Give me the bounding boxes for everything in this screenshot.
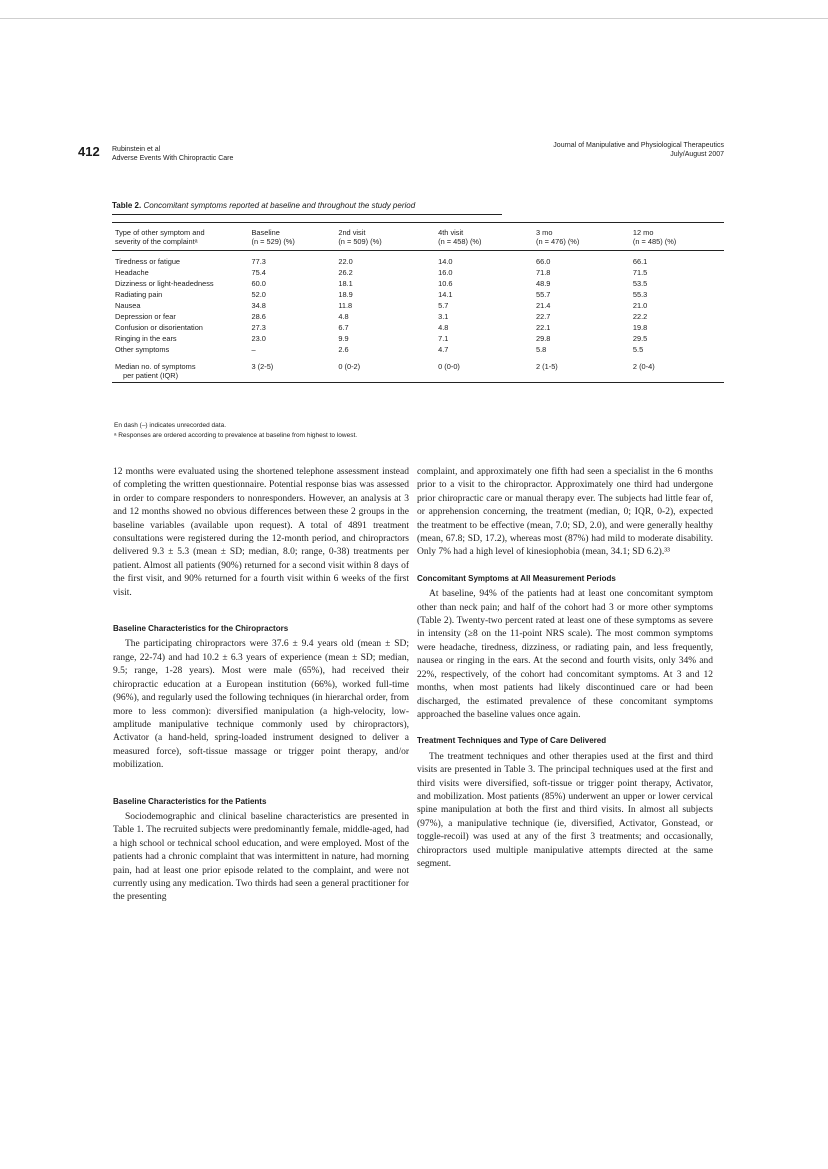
table-cell: 4.7 (438, 345, 449, 354)
table-cell: 7.1 (438, 334, 449, 343)
paragraph: The treatment techniques and other therapies used at the first and third visits are presented in Table 3. The principal techniques used at the first and third visits were diversified, soft-tissue or trigger point therapy, Activator, and mobilization. Most patients (85%) underwent an upper or lower cervical spine manipulation at both the first and third visits. In almost all subjects (97%), a manipulative technique (ie, diversified, Activator, Gonstead, or toggle-recoil) was used at any of the first 3 treatments; and occasionally, chiropractors used multiple manipulative attempts directed at the same segment. (417, 751, 713, 869)
table-cell: 4.8 (338, 312, 349, 321)
table-row (112, 323, 724, 334)
paragraph: Sociodemographic and clinical baseline characteristics are presented in Table 1. The recruited subjects were predominantly female, middle-aged, had a high school or technical school education, and were employed. Most of the patients had a chronic complaint that was intermittent in nature, had morning pain, had at least one prior episode related to the complaint, and were not currently using any medication. Two thirds had seen a general practitioner for the presenting (113, 811, 409, 903)
table-cell: 0 (0-0) (435, 362, 533, 383)
table-cell: 5.5 (632, 345, 644, 354)
table-header-row (112, 223, 724, 251)
table-cell: 18.9 (338, 290, 353, 299)
symptom-label: Tiredness or fatigue (115, 257, 181, 266)
right-text-column (417, 466, 713, 871)
table-row (112, 334, 724, 345)
table-row (112, 345, 724, 356)
table-cell: 3.1 (438, 312, 449, 321)
table-cell: 55.3 (632, 290, 648, 299)
table-cell: 29.5 (632, 334, 648, 343)
header-journal: Journal of Manipulative and Physiological Therapeutics (553, 142, 724, 149)
left-text-column (113, 466, 409, 905)
table-cell: 14.1 (438, 290, 453, 299)
table-cell: 16.0 (438, 268, 453, 277)
table-cell: 22.2 (632, 312, 648, 321)
table-cell: 4.8 (438, 323, 449, 332)
table-cell: 22.1 (536, 323, 551, 332)
section-heading: Treatment Techniques and Type of Care Delivered (417, 736, 607, 746)
table-cell: 75.4 (251, 268, 266, 277)
running-header-left (112, 146, 233, 163)
table-cell: 29.8 (536, 334, 551, 343)
table-cell: 5.7 (438, 301, 449, 310)
caption-rule (112, 214, 502, 215)
table-footnote-order: ᵃ Responses are ordered according to prevalence at baseline from highest to lowest. (114, 432, 358, 439)
table-cell: 3 (2-5) (249, 362, 336, 383)
table-cell: 2.6 (338, 345, 349, 354)
table-row (112, 279, 724, 290)
table-cell: 18.1 (338, 279, 353, 288)
table-row (112, 268, 724, 279)
symptom-label: Dizziness or light-headedness (115, 279, 214, 288)
table-cell: 28.6 (251, 312, 266, 321)
symptoms-table (112, 222, 724, 383)
paragraph: complaint, and approximately one fifth had seen a specialist in the 6 months prior to a visit to the chiropractor. Approximately one third had undergone prior chiropractic care or manual therapy ever. The subjects had little fear of, or apprehension concerning, the treatment (median, 0; IQR, 0-2), expected the treatment to be effective (mean, 7.0; SD, 2.0), and were generally healthy (mean, 67.8; SD, 17.2), whereas most (87%) had mild to moderate disability. Only 7% had a high level of kinesiophobia (mean, 34.1; SD 6.2).³³ (417, 467, 713, 558)
paragraph: At baseline, 94% of the patients had at least one concomitant symptom other than neck pain; and half of the cohort had 3 or more other symptoms (Table 2). Twenty-two percent rated at least one of these symptoms as severe in intensity (≥8 on the 11-point NRS scale). The most common symptoms were headache, tiredness, dizziness, or radiating pain, and less frequently, nausea or ringing in the ears. At the second and fourth visits, only 34% and 22%, respectively, of the cohort had concomitant symptoms. At 3 and 12 months, when most patients had likely discontinued care or had been discharged, the estimated prevalence of these concomitant symptoms approached the baseline values once again. (417, 589, 713, 720)
page-number: 412 (78, 144, 100, 159)
header-cell: 2nd visit (n = 509) (%) (338, 228, 382, 246)
table-cell: 52.0 (251, 290, 266, 299)
table-cell: 48.9 (536, 279, 551, 288)
header-cell: 12 mo (n = 485) (%) (632, 228, 677, 246)
table-cell: 26.2 (338, 268, 353, 277)
median-label: Median no. of symptoms per patient (IQR) (112, 362, 249, 383)
table-cell: 53.5 (632, 279, 648, 288)
table-cell: 21.0 (632, 301, 648, 310)
table-cell: 19.8 (632, 323, 648, 332)
symptom-label: Other symptoms (115, 345, 170, 354)
table-row (112, 257, 724, 268)
median-row (112, 362, 724, 383)
symptom-label: Nausea (115, 301, 141, 310)
table-cell: 6.7 (338, 323, 349, 332)
table-cell: 21.4 (536, 301, 551, 310)
table-row (112, 301, 724, 312)
header-authors: Rubinstein et al (112, 146, 161, 153)
header-cell: Type of other symptom and severity of the complaintᵃ (115, 228, 205, 246)
header-cell: Baseline (n = 529) (%) (251, 228, 295, 246)
header-short-title: Adverse Events With Chiropractic Care (112, 154, 234, 162)
symptom-label: Depression or fear (115, 312, 176, 321)
table-cell: 77.3 (251, 257, 266, 266)
top-scan-rule (0, 18, 828, 19)
section-heading: Baseline Characteristics for the Chiropractors (113, 624, 289, 634)
header-issue: July/August 2007 (670, 150, 724, 158)
table-label: Table 2. (112, 201, 142, 210)
header-cell: 3 mo (n = 476) (%) (536, 228, 580, 246)
table-cell: 14.0 (438, 257, 453, 266)
table-cell: 34.8 (251, 301, 266, 310)
table-cell: 9.9 (338, 334, 349, 343)
section-heading: Baseline Characteristics for the Patients (113, 796, 267, 806)
table-cell: 23.0 (251, 334, 266, 343)
table-caption (112, 201, 724, 210)
table-cell: 22.0 (338, 257, 353, 266)
table-row (112, 312, 724, 323)
table-title: Concomitant symptoms reported at baseline and throughout the study period (143, 201, 416, 210)
table-cell: 66.1 (632, 257, 648, 266)
table-cell: 0 (0-2) (335, 362, 435, 383)
symptom-label: Radiating pain (115, 290, 163, 299)
running-header-right (553, 142, 724, 159)
table-cell: 55.7 (536, 290, 551, 299)
table-cell: – (251, 345, 256, 354)
paragraph: 12 months were evaluated using the shortened telephone assessment instead of completing the written questionnaire. Potential response bias was assessed in order to compare responders to nonresponders. However, an analysis at 3 and 12 months showed no obvious differences between these 2 groups in the baseline variables (available upon request). A total of 4891 treatment consultations were registered during the 12-month period, and chiropractors delivered 9.3 ± 5.3 (mean ± SD; median, 8.0; range, 0-38) treatments per patient. Almost all patients (90%) returned for a second visit within 8 days of the first visit, and 90% returned for a fourth visit within 6 weeks of the first visit. (113, 467, 409, 598)
paragraph: The participating chiropractors were 37.6 ± 9.4 years old (mean ± SD; range, 22-74) and had 10.2 ± 6.3 years of experience (mean ± SD; median, 9.5; range, 1-28 years). Most were male (65%), had received their chiropractic education at a European institution (66%), worked full-time (96%), and regularly used the following techniques (in hierarchal order, from more to less common): diversified manipulation (a high-velocity, low-amplitude manipulative technique commonly used by chiropractors), Activator (a hand-held, spring-loaded instrument designed to deliver a measured force), soft-tissue massage or trigger point therapy, and/or mobilization. (113, 639, 409, 771)
table-cell: 10.6 (438, 279, 453, 288)
table-cell: 11.8 (338, 301, 353, 310)
table-cell: 5.8 (536, 345, 547, 354)
table-cell: 60.0 (251, 279, 266, 288)
table-cell: 66.0 (536, 257, 551, 266)
table-cell: 71.8 (536, 268, 551, 277)
table-cell: 2 (0-4) (630, 362, 724, 383)
table-footnote-dash: En dash (–) indicates unrecorded data. (114, 422, 227, 429)
table-row (112, 290, 724, 301)
section-heading: Concomitant Symptoms at All Measurement Periods (417, 573, 616, 583)
table-cell: 2 (1-5) (533, 362, 630, 383)
table-cell: 71.5 (632, 268, 648, 277)
symptom-label: Headache (115, 268, 149, 277)
symptom-label: Ringing in the ears (115, 334, 177, 343)
table-cell: 27.3 (251, 323, 266, 332)
header-cell: 4th visit (n = 458) (%) (438, 228, 482, 246)
symptom-label: Confusion or disorientation (115, 323, 203, 332)
table-cell: 22.7 (536, 312, 551, 321)
